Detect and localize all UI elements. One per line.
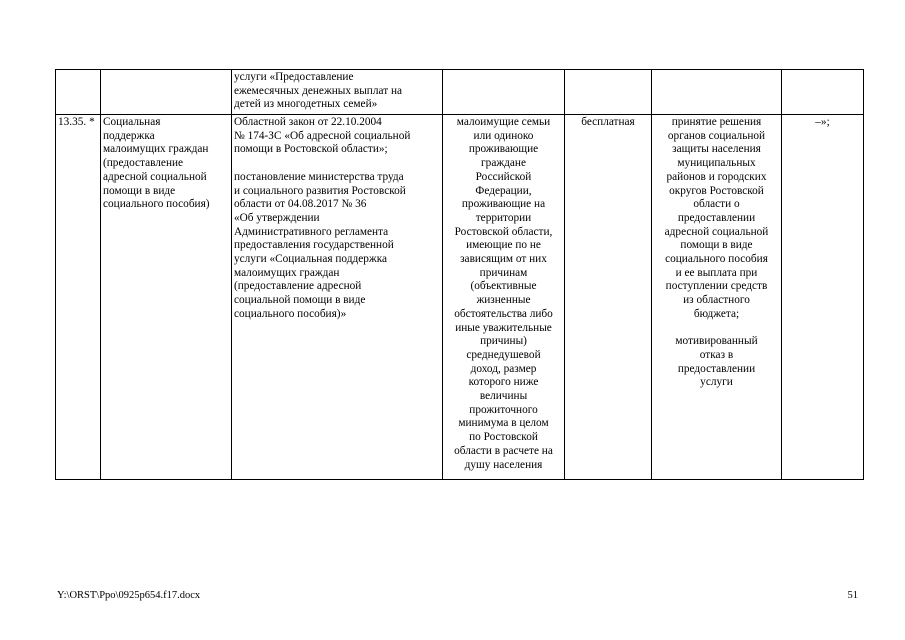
paragraph-gap [654,322,779,336]
text-line: зависящим от них [460,253,547,266]
text-line: округов Ростовской [669,184,764,197]
text-line: (предоставление адресной [234,280,362,293]
text-line: причинам [479,266,528,279]
text-line: обстоятельства либо [454,307,553,320]
text-line: «Об утверждении [234,211,320,224]
text-line: области от 04.08.2017 № 36 [234,198,367,211]
text-line: социального пособия [665,253,768,266]
text-line: социального пособия)» [234,307,347,320]
text-line: области в расчете на [454,444,553,457]
text-line: ежемесячных денежных выплат на [234,84,403,97]
text-line: по Ростовской [469,431,538,444]
text-line: иные уважительные [455,321,552,334]
closing-mark: –»; [815,116,830,128]
text-line: (предоставление [103,157,184,170]
service-number: 13.35. * [58,116,95,128]
cell-legal-basis [232,70,443,115]
page-number: 51 [847,590,858,601]
text-line: помощи в Ростовской области»; [234,143,388,156]
cell-recipients [443,115,565,480]
text-line: области о [693,198,740,211]
text-line: проживающие [468,143,539,156]
text-line: прожиточного [469,403,538,416]
text-line: Российской [475,170,532,183]
text-line: муниципальных [677,157,756,170]
text-line: малоимущих граждан [234,266,340,279]
text-line: детей из многодетных семей» [234,98,378,111]
text-line: услуги [700,376,733,389]
text-line: которого ниже [468,376,539,389]
cell-result [652,70,782,115]
text-line: помощи в виде [103,184,176,197]
text-line: и ее выплата при [675,266,758,279]
text-line: органов социальной [667,129,766,142]
text-line: предоставлении [677,211,756,224]
table-row [56,70,864,115]
text-line: причины) [480,335,527,348]
text-line: адресной социальной [103,170,207,183]
cell-last [782,115,864,480]
text-line: имеющие по не [466,239,541,252]
cell-legal-basis [232,115,443,480]
text-line: среднедушевой [466,348,541,361]
cell-payment [565,115,652,480]
text-line: доход, размер [470,362,537,375]
text-line: бюджета; [693,307,740,320]
text-line: Социальная [103,116,161,128]
text-line: помощи в виде [680,239,753,252]
cell-result [652,115,782,480]
text-line: поступлении средств [665,280,768,293]
text-line: и социального развития Ростовской [234,184,406,197]
cell-number [56,70,101,115]
text-line: территории [475,211,532,224]
text-line: Административного регламента [234,225,389,238]
text-line: адресной социальной [664,225,769,238]
text-line: отказ в [699,348,734,361]
text-line: малоимущих граждан [103,143,209,156]
text-line: социальной помощи в виде [234,294,366,307]
text-line: поддержка [103,129,155,142]
text-line: жизненные [476,294,531,307]
text-line: минимума в целом [458,417,549,430]
text-line: принятие решения [671,116,762,128]
text-line: душу населения [464,458,543,471]
services-table [55,69,864,480]
text-line: услуги «Социальная поддержка [234,253,388,266]
footer-file-path: Y:\ORST\Ppo\0925p654.f17.docx [57,590,201,601]
text-line: услуги «Предоставление [234,71,354,83]
cell-last [782,70,864,115]
text-line: постановление министерства труда [234,170,404,183]
cell-recipients [443,70,565,115]
text-line: социального пособия) [103,198,210,211]
paragraph-gap [234,157,440,171]
text-line: проживающие на [461,198,546,211]
text-line: граждане [481,157,526,170]
text-line: предоставлении [677,362,756,375]
text-line: или одиноко [473,129,534,142]
text-line: Федерации, [475,184,532,197]
text-line: мотивированный [675,335,758,348]
table-row [56,115,864,480]
cell-payment [565,70,652,115]
payment-value: бесплатная [581,116,635,128]
text-line: из областного [683,294,750,307]
text-line: Ростовской области, [454,225,553,238]
text-line: предоставления государственной [234,239,394,252]
cell-service-name [101,70,232,115]
cell-service-name [101,115,232,480]
text-line: (объективные [470,280,537,293]
cell-number [56,115,101,480]
text-line: Областной закон от 22.10.2004 [234,116,382,128]
text-line: величины [479,390,528,403]
text-line: малоимущие семьи [456,116,551,128]
text-line: защиты населения [672,143,761,156]
text-line: районов и городских [666,170,767,183]
text-line: № 174-ЗС «Об адресной социальной [234,129,411,142]
